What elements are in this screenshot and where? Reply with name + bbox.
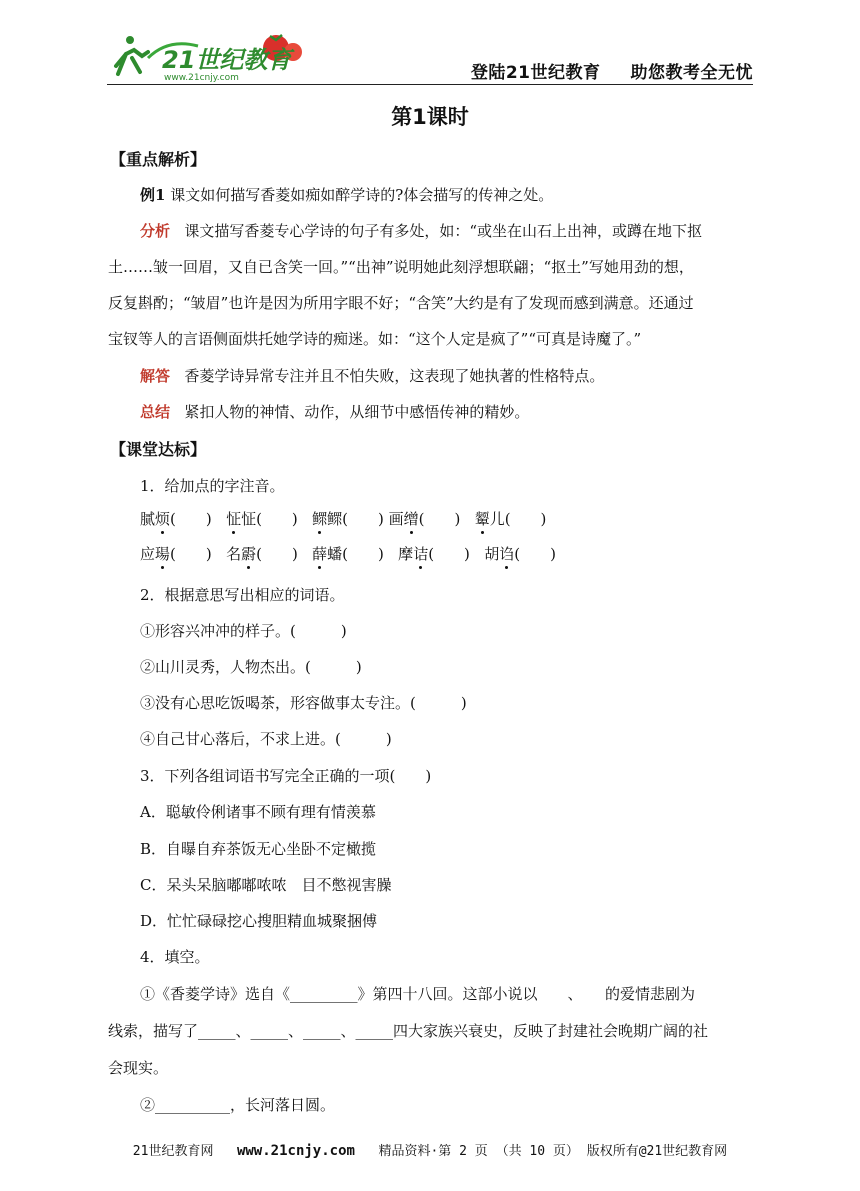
question-2-item: ③没有心思吃饭喝茶，形容做事太专注。( ) [140,694,467,712]
footer-site: www.21cnjy.com [236,1143,355,1159]
question-2: 2．根据意思写出相应的词语。 [140,586,345,604]
page-footer [0,1140,860,1159]
header-slogan-left: 登陆21世纪教育 [470,63,601,83]
example-text: 课文如何描写香菱如痴如醉学诗的?体会描写的传神之处。 [170,186,554,204]
analysis-line-3: 反复斟酌；“皱眉”也许是因为所用字眼不好；“含笑”大约是有了发现而感到满意。还通过 [108,294,694,312]
header-divider [107,84,753,85]
question-3-option: D．忙忙碌碌挖心搜胆精血城聚捆傅 [140,912,378,930]
answer-line [140,365,754,386]
question-2-item: ②山川灵秀，人物杰出。( ) [140,658,362,676]
summary-label: 总结 [140,403,171,421]
pinyin-item: 颦儿( ) [474,510,547,528]
svg-text:21世纪教育: 21世纪教育 [162,46,292,74]
footer-right: 精品资料·第 2 页 （共 10 页） 版权所有@21世纪教育网 [378,1144,728,1159]
logo-21cnjy-icon [108,28,308,84]
analysis-line-4: 宝钗等人的言语侧面烘托她学诗的痴迷。如：“这个人定是疯了”“可真是诗魔了。” [108,330,642,348]
question-3-option: C．呆头呆脑嘟嘟哝哝 目不憋视害臊 [140,876,392,894]
summary-text: 紧扣人物的神情、动作，从细节中感悟传神的精妙。 [184,403,530,421]
summary-line [140,401,754,422]
page-title: 第1课时 [391,105,469,129]
question-3-option: B．自曝自弃茶饭无心坐卧不定橄揽 [140,840,377,858]
question-4-line: 会现实。 [108,1059,169,1077]
question-4: 4．填空。 [140,948,210,966]
example-label: 例1 [140,186,166,204]
analysis-label: 分析 [140,222,171,240]
pinyin-item: 画缯( ) [388,510,461,528]
section-heading-key-analysis: 【重点解析】 [110,150,207,169]
question-3-option: A．聪敏伶俐诸事不顾有理有情羡慕 [140,803,376,821]
question-4-line: 线索，描写了_____、_____、_____、_____四大家族兴衰史，反映了封建社会晚期广阔的社 [108,1022,709,1040]
question-1: 1．给加点的字注音。 [140,477,285,495]
example-line [140,184,754,205]
question-2-item: ④自己甘心落后，不求上进。( ) [140,730,392,748]
analysis-line-2: 土……皱一回眉，又自已含笑一回。”“出神”说明她此刻浮想联翩；“抠土”写她用劲的想， [108,258,694,276]
pinyin-item: 名霨( ) [226,545,298,563]
answer-text: 香菱学诗异常专注并且不怕失败，这表现了她执著的性格特点。 [184,367,605,385]
svg-text:www.21cnjy.com: www.21cnjy.com [164,73,239,83]
pinyin-item: 胡诌( ) [484,545,556,563]
header-slogan [471,58,753,83]
pinyin-item: 摩诘( ) [398,545,470,563]
question-4-line: ②__________，长河落日圆。 [140,1096,336,1114]
pinyin-item: 应瑒( ) [140,545,212,563]
pinyin-item: 怔怔( ) [226,510,298,528]
analysis-line-1 [140,220,754,241]
question-4-line: ①《香菱学诗》选自《_________》第四十八回。这部小说以 、 的爱情悲剧为 [140,985,696,1003]
pinyin-item: 薛蟠( ) [312,545,384,563]
question-2-item: ①形容兴冲冲的样子。( ) [140,622,347,640]
pinyin-row-2 [140,543,754,564]
footer-left: 21世纪教育网 [132,1144,214,1159]
header-slogan-right: 助您教考全无忧 [630,63,753,83]
pinyin-item: 腻烦( ) [140,510,212,528]
analysis-text-1: 课文描写香菱专心学诗的句子有多处，如：“或坐在山石上出神，或蹲在地下抠 [184,222,703,240]
section-heading-class-exercise: 【课堂达标】 [110,440,207,459]
answer-label: 解答 [140,367,171,385]
pinyin-item: 鳏鳏( ) [312,510,384,528]
question-3: 3．下列各组词语书写完全正确的一项( ) [140,767,432,785]
pinyin-row-1 [140,508,754,529]
